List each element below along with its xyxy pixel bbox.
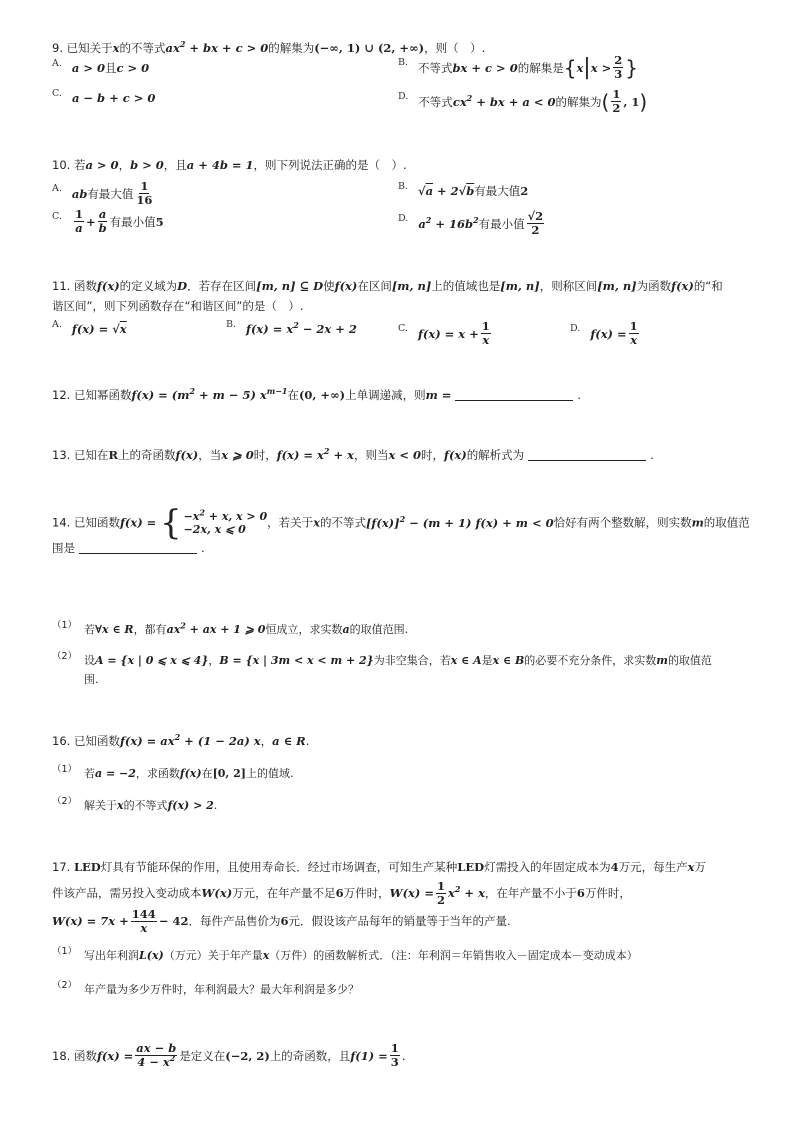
q11-option-a[interactable]: A. f(x) = √x — [52, 318, 127, 336]
question-17-line2: 件该产品，需另投入变动成本W(x)万元，在年产量不足6万件时，W(x) = $\frac{1}{2}$ $x^2 + x$，在年产量不小于6万件时， — [52, 879, 631, 907]
q10-option-a[interactable]: A. ab 有最大值 $\frac{1}{16}$ — [52, 179, 153, 207]
q16-part-2: （2） 解关于x的不等式f(x) > 2. — [52, 796, 218, 812]
q16-part-1: （1） 若a = −2，求函数f(x)在[0, 2]上的值域. — [52, 764, 294, 780]
q15-part-2: （2） 设A = {x | 0 ⩽ x ⩽ 4}，B = {x | 3m < x < m + 2}为非空集合，若x ∈ A是x ∈ B的必要不充分条件，求实数m的取值范 围. — [52, 651, 712, 686]
q10-option-b[interactable]: B. √a + 2√b 有最大值 2 — [398, 180, 529, 198]
q11-option-c[interactable]: C. f(x) = x + $\frac{1}{x}$ — [398, 319, 490, 347]
answer-blank[interactable] — [455, 400, 573, 401]
q11-option-b[interactable]: B. $f(x) = x^2 - 2x + 2$ — [226, 318, 357, 336]
question-16-stem: 16. 已知函数$f(x) = ax^2 + (1 - 2a)$ x，a ∈ R. — [52, 732, 310, 748]
question-18-stem: 18. 函数 f(x) = $\frac{ax - b}{4 - x^2}$ 是定义在 (−2, 2) 上的奇函数，且 f(1) = $\frac{1}{3}$ . — [52, 1041, 406, 1069]
question-12-stem: 12. 已知幂函数$f(x) = (m^2 + m - 5)$ $x^{m-1}$在(0, +∞)上单调递减，则m = . — [52, 386, 582, 402]
q9-option-c[interactable]: C. a − b + c > 0 — [52, 87, 156, 105]
question-14-line2: 围是 . — [52, 541, 205, 555]
answer-blank[interactable] — [79, 553, 197, 554]
question-17-line1: 17. LED灯具有节能环保的作用，且使用寿命长．经过市场调查，可知生产某种LED灯需投入的年固定成本为4万元，每生产x万 — [52, 860, 706, 874]
q10-option-c[interactable]: C. $\frac{1}{a}$ + $\frac{a}{b}$ 有最小值 5 — [52, 207, 164, 235]
q9-option-a[interactable]: A. a > 0 且 c > 0 — [52, 57, 150, 75]
q9-option-d[interactable]: D. 不等式 $cx^2$ + bx + a < 0 的解集为 ( $\frac{1}{2}$ , 1 ) — [398, 87, 648, 115]
question-10-stem: 10. 若a > 0，b > 0，且a + 4b = 1，则下列说法正确的是（ ）. — [52, 158, 407, 172]
question-14-stem: 14. 已知函数f(x) = { $-x^2 + x$, x > 0 −2x, x ⩽ 0 ，若关于x的不等式$[f(x)]^2 - (m + 1) f(x) + m < 0$恰好有两个整数解，则实数m的取值范 — [52, 503, 750, 543]
question-13-stem: 13. 已知在R上的奇函数f(x)，当x ⩾ 0时，$f(x) = x^2 + x$，则当x < 0时，f(x)的解析式为 . — [52, 446, 654, 462]
q9-option-b[interactable]: B. 不等式 bx + c > 0 的解集是 { x | x > $\frac{2}{3}$ } — [398, 53, 638, 81]
q17-part-2: （2） 年产量为多少万件时，年利润最大？最大年利润是多少？ — [52, 980, 359, 996]
question-17-line3: W(x) = 7x + $\frac{144}{x}$ − 42．每件产品售价为6元．假设该产品每年的销量等于当年的产量. — [52, 907, 511, 935]
q10-option-d[interactable]: D. $a^2 + 16b^2$ 有最小值 $\frac{√2}{2}$ — [398, 209, 544, 237]
question-9-stem: 9. 已知关于x的不等式$ax^2$ + bx + c > 0的解集为(−∞, 1) ∪ (2, +∞)，则（ ）. — [52, 39, 486, 55]
q17-part-1: （1） 写出年利润L(x)（万元）关于年产量x（万件）的函数解析式．（注：年利润＝年销售收入－固定成本－变动成本） — [52, 946, 638, 962]
q15-part-1: （1） 若∀x ∈ R，都有$ax^2$ + ax + 1 ⩾ 0恒成立，求实数a的取值范围. — [52, 620, 409, 636]
q11-option-d[interactable]: D. f(x) = $\frac{1}{x}$ — [570, 319, 638, 347]
answer-blank[interactable] — [528, 460, 646, 461]
question-11-stem: 11. 函数f(x)的定义域为D．若存在区间[m, n] ⊆ D使f(x)在区间[m, n]上的值域也是[m, n]，则称区间[m, n]为函数f(x)的“和 谐区间”，则下列函数存在“和谐区间”的是（ ）. — [52, 279, 723, 313]
